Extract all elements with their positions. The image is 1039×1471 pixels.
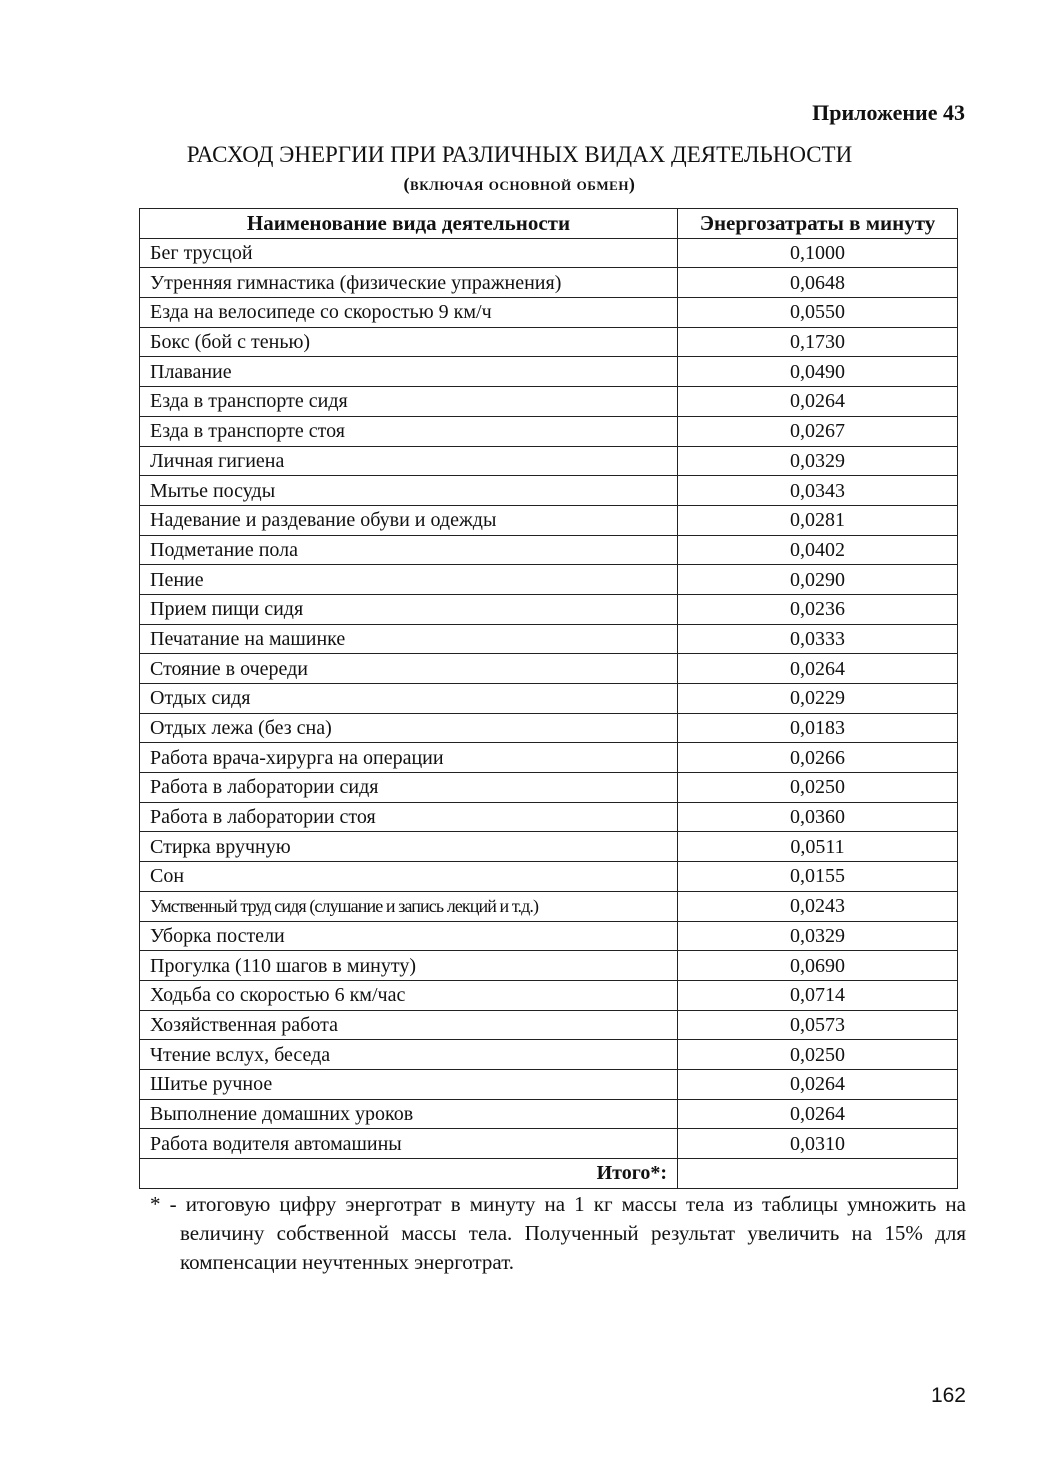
appendix-label: Приложение 43 [812,100,965,125]
total-label: Итого*: [140,1159,678,1189]
energy-value: 0,0264 [678,1069,958,1099]
table-row [140,1099,958,1129]
energy-value: 0,0333 [678,624,958,654]
page-subtitle: (включая основной обмен) [403,174,636,194]
table-row [140,594,958,624]
table-row [140,387,958,417]
table-row [140,891,958,921]
activity-name: Отдых сидя [140,684,678,714]
total-row [140,1159,958,1189]
activity-name: Уборка постели [140,921,678,951]
table-row [140,713,958,743]
activity-name: Подметание пола [140,535,678,565]
table-row [140,921,958,951]
table-row [140,980,958,1010]
energy-value: 0,0243 [678,891,958,921]
activity-name: Утренняя гимнастика (физические упражнения) [140,268,678,298]
table-row [140,654,958,684]
energy-value: 0,0264 [678,654,958,684]
energy-value: 0,1730 [678,327,958,357]
table-row [140,268,958,298]
table-row [140,565,958,595]
table-body [140,238,958,1158]
activity-name: Хозяйственная работа [140,1010,678,1040]
energy-value: 0,0648 [678,268,958,298]
energy-value: 0,0250 [678,773,958,803]
energy-value: 0,0714 [678,980,958,1010]
table-row [140,773,958,803]
table-row [140,624,958,654]
activity-name: Умственный труд сидя (слушание и запись лекций и т.д.) [140,891,678,921]
total-value [678,1159,958,1189]
table-row [140,476,958,506]
activity-name: Отдых лежа (без сна) [140,713,678,743]
header-energy-per-minute: Энергозатраты в минуту [678,209,958,239]
activity-name: Езда в транспорте сидя [140,387,678,417]
activity-name: Ходьба со скоростью 6 км/час [140,980,678,1010]
energy-value: 0,0310 [678,1129,958,1159]
table-row [140,298,958,328]
energy-value: 0,0155 [678,862,958,892]
activity-name: Стояние в очереди [140,654,678,684]
energy-value: 0,0264 [678,1099,958,1129]
table-row [140,1010,958,1040]
footnote-text: * - итоговую цифру энерготрат в минуту на 1 кг массы тела из таблицы умножить на величину собственной массы тела. Полученный результат увеличить на 15% для компенсации неучтенных энерготрат. [150,1192,966,1274]
energy-value: 0,0573 [678,1010,958,1040]
table-row [140,535,958,565]
energy-value: 0,0266 [678,743,958,773]
activity-name: Личная гигиена [140,446,678,476]
energy-value: 0,0343 [678,476,958,506]
header-activity-name: Наименование вида деятельности [140,209,678,239]
energy-value: 0,0183 [678,713,958,743]
page-number: 162 [930,1384,966,1407]
energy-value: 0,1000 [678,238,958,268]
activity-name: Работа в лаборатории стоя [140,802,678,832]
energy-value: 0,0290 [678,565,958,595]
table-row [140,802,958,832]
activity-name: Прогулка (110 шагов в минуту) [140,951,678,981]
table-row [140,357,958,387]
energy-value: 0,0236 [678,594,958,624]
energy-value: 0,0511 [678,832,958,862]
activity-name: Работа в лаборатории сидя [140,773,678,803]
activity-name: Выполнение домашних уроков [140,1099,678,1129]
energy-value: 0,0250 [678,1040,958,1070]
table-row [140,416,958,446]
activity-name: Прием пищи сидя [140,594,678,624]
energy-value: 0,0550 [678,298,958,328]
activity-name: Стирка вручную [140,832,678,862]
page-title: РАСХОД ЭНЕРГИИ ПРИ РАЗЛИЧНЫХ ВИДАХ ДЕЯТЕЛЬНОСТИ [186,142,853,167]
table-row [140,743,958,773]
activity-name: Сон [140,862,678,892]
table-row [140,1069,958,1099]
energy-value: 0,0690 [678,951,958,981]
energy-value: 0,0329 [678,921,958,951]
table-row [140,505,958,535]
energy-value: 0,0360 [678,802,958,832]
table-header-row [140,209,958,239]
activity-name: Езда на велосипеде со скоростью 9 км/ч [140,298,678,328]
table-row [140,1129,958,1159]
table-row [140,446,958,476]
footnote [150,1190,966,1277]
energy-table [139,208,958,1189]
activity-name: Плавание [140,357,678,387]
table-row [140,951,958,981]
table-row [140,684,958,714]
activity-name: Мытье посуды [140,476,678,506]
activity-name: Бег трусцой [140,238,678,268]
activity-name: Работа врача-хирурга на операции [140,743,678,773]
activity-name: Печатание на машинке [140,624,678,654]
energy-value: 0,0490 [678,357,958,387]
activity-name: Чтение вслух, беседа [140,1040,678,1070]
table-row [140,238,958,268]
energy-value: 0,0402 [678,535,958,565]
energy-value: 0,0281 [678,505,958,535]
energy-value: 0,0329 [678,446,958,476]
table-row [140,327,958,357]
table-row [140,862,958,892]
activity-name: Шитье ручное [140,1069,678,1099]
activity-name: Пение [140,565,678,595]
activity-name: Надевание и раздевание обуви и одежды [140,505,678,535]
activity-name: Езда в транспорте стоя [140,416,678,446]
activity-name: Работа водителя автомашины [140,1129,678,1159]
table-row [140,1040,958,1070]
table-row [140,832,958,862]
energy-value: 0,0267 [678,416,958,446]
activity-name: Бокс (бой с тенью) [140,327,678,357]
energy-value: 0,0264 [678,387,958,417]
energy-value: 0,0229 [678,684,958,714]
